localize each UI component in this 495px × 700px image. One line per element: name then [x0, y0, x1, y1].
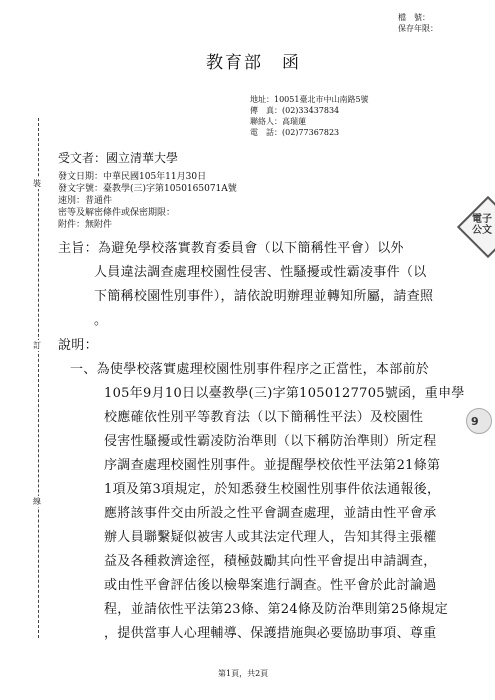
item-line-7: 應將該事件交由所設之性平會調查處理，並請由性平會承 — [104, 506, 437, 521]
delivery-speed: 速別：普通件 — [58, 196, 113, 206]
seal-stamp-text: 電子 公文 — [472, 214, 492, 236]
item-line-10: 或由性平會評估後以檢舉案進行調查。性平會於此討論過 — [104, 578, 437, 593]
page-footer: 第1頁，共2頁 — [218, 669, 269, 678]
binding-mark-bottom: 線 — [33, 497, 41, 506]
item-line-2: 105年9月10日以臺教學(三)字第1050127705號函，重申學 — [104, 386, 465, 401]
subject-line-3: 下簡稱校園性別事件），請依說明辦理並轉知所屬，請查照 — [94, 289, 434, 304]
subject-line-1: 主旨：為避免學校落實教育委員會（以下簡稱性平會）以外 — [58, 241, 404, 256]
retention-period-label: 保存年限： — [398, 24, 438, 33]
explanation-label: 說明： — [58, 338, 98, 353]
side-badge: 9 — [466, 408, 492, 434]
binding-margin-line — [38, 118, 39, 638]
binding-mark-mid: 訂 — [33, 341, 41, 350]
item-line-1: 一、為使學校落實處理校園性別事件程序之正當性，本部前於 — [70, 362, 430, 377]
item-line-4: 侵害性騷擾或性霸凌防治準則（以下稱防治準則）所定程 — [104, 434, 437, 449]
subject-line-2: 人員違法調查處理校園性侵害、性騷擾或性霸凌事件（以 — [94, 265, 427, 280]
recipient: 受文者：國立清華大學 — [58, 151, 179, 165]
sender-fax: 傳 真：(02)33437834 — [250, 106, 340, 115]
sender-phone: 電 話：(02)77367823 — [250, 128, 340, 137]
binding-mark-top: 裝 — [33, 179, 41, 188]
issue-date: 發文日期：中華民國105年11月30日 — [58, 172, 207, 182]
issue-number: 發文字號：臺教學(三)字第1050165071A號 — [58, 184, 237, 194]
subject-line-4: 。 — [94, 313, 108, 328]
item-line-12: ，提供當事人心理輔導、保護措施與必要協助事項、尊重 — [104, 626, 437, 641]
item-line-9: 益及各種救濟途徑，積極鼓勵其向性平會提出申請調查， — [104, 554, 437, 569]
item-line-3: 校應確依性別平等教育法（以下簡稱性平法）及校園性 — [104, 410, 424, 425]
item-line-11: 程，並請依性平法第23條、第24條及防治準則第25條規定 — [104, 602, 449, 617]
sender-contact: 聯絡人：高瑞蓮 — [250, 117, 306, 126]
security-level: 密等及解密條件或保密期限： — [58, 208, 176, 218]
sender-address: 地址：10051臺北市中山南路5號 — [250, 95, 369, 104]
document-title: 教育部 函 — [206, 53, 301, 73]
item-line-8: 辦人員聯繫疑似被害人或其法定代理人，告知其得主張權 — [104, 530, 437, 545]
item-line-6: 1項及第3項規定，於知悉發生校園性別事件依法通報後， — [104, 482, 441, 497]
file-number-label: 檔 號： — [398, 13, 430, 22]
attachments: 附件：無附件 — [58, 220, 113, 230]
item-line-5: 序調查處理校園性別事件。並提醒學校依性平法第21條第 — [104, 458, 441, 473]
